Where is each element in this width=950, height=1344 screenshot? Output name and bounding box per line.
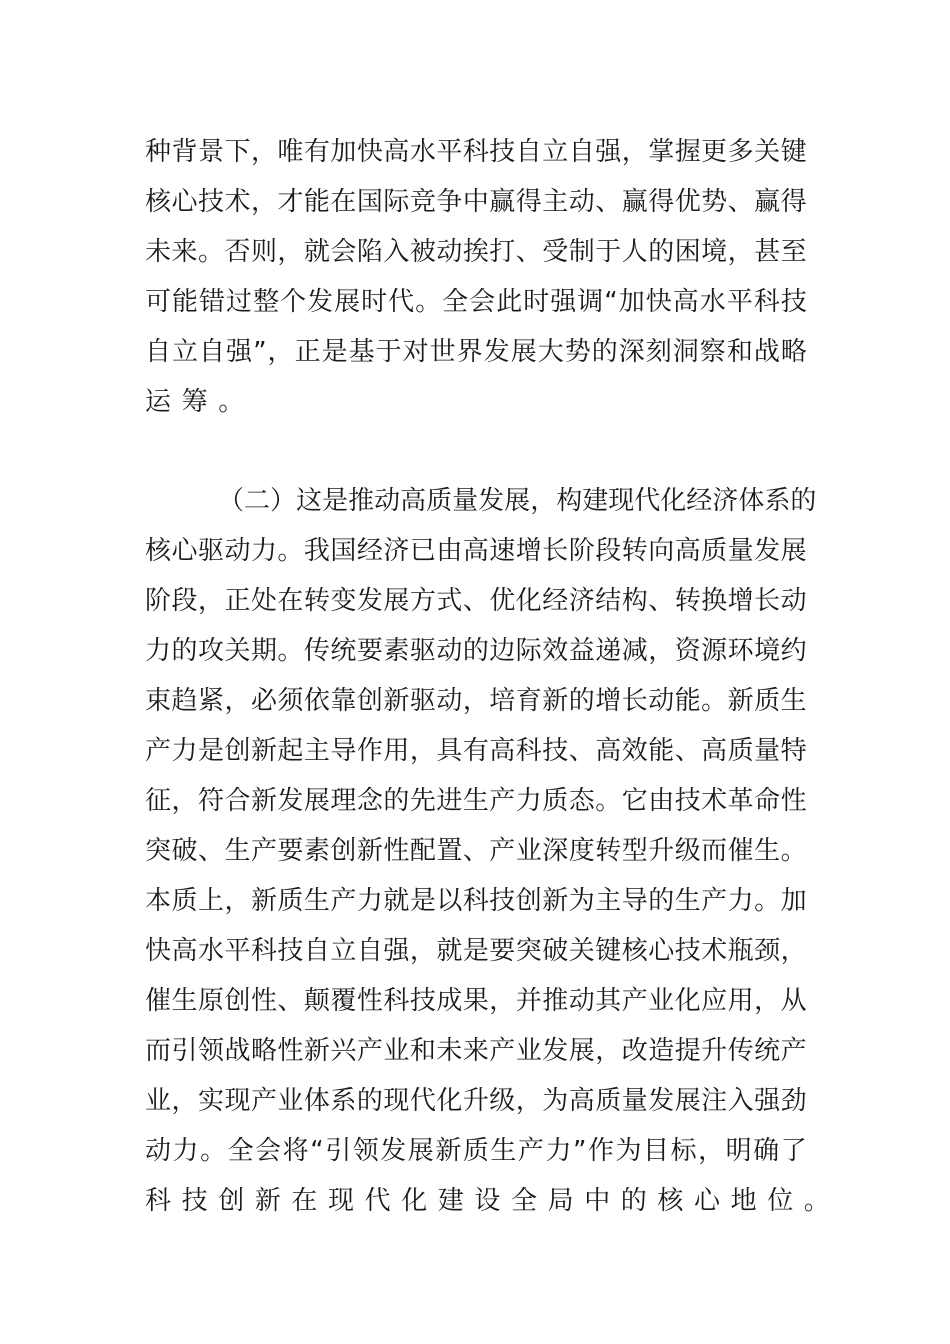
text-line: 束 趋 紧 ， 必 须 依 靠 创 新 驱 动 ， 培 育 新 的 增 长 动 能 。 新 质 生: [145, 686, 807, 716]
text-line: 核 心 驱 动 力 。 我 国 经 济 已 由 高 速 增 长 阶 段 转 向 高 质 量 发 展: [145, 536, 807, 566]
text-line: 阶 段 ， 正 处 在 转 变 发 展 方 式 、 优 化 经 济 结 构 、 转 换 增 长 动: [145, 586, 807, 616]
text-line: 核 心 技 术 ， 才 能 在 国 际 竞 争 中 赢 得 主 动 、 赢 得 优 势 、 赢 得: [145, 187, 807, 217]
text-line: 科技创新在现代化建设全局中的核心地位。: [145, 1186, 841, 1216]
text-line: 产 力 是 创 新 起 主 导 作 用 ， 具 有 高 科 技 、 高 效 能 、 高 质 量 特: [145, 736, 807, 766]
text-line: 未 来 。 否 则 ， 就 会 陷 入 被 动 挨 打 、 受 制 于 人 的 困 境 ， 甚 至: [145, 237, 807, 267]
text-line: 催 生 原 创 性 、 颠 覆 性 科 技 成 果 ， 并 推 动 其 产 业 化 应 用 ， 从: [145, 986, 807, 1016]
text-line: 运筹。: [145, 387, 255, 417]
text-line: 动 力 。 全 会 将 “ 引 领 发 展 新 质 生 产 力 ” 作 为 目 标 ， 明 确 了: [145, 1136, 807, 1166]
text-line: 种 背 景 下 ， 唯 有 加 快 高 水 平 科 技 自 立 自 强 ， 掌 握 更 多 关 键: [145, 137, 807, 167]
text-line: 业 ， 实 现 产 业 体 系 的 现 代 化 升 级 ， 为 高 质 量 发 展 注 入 强 劲: [145, 1086, 807, 1116]
text-line: 快 高 水 平 科 技 自 立 自 强 ， 就 是 要 突 破 关 键 核 心 技 术 瓶 颈 ，: [145, 936, 807, 966]
text-line: 本 质 上 ， 新 质 生 产 力 就 是 以 科 技 创 新 为 主 导 的 生 产 力 。 加: [145, 886, 807, 916]
text-line: 力 的 攻 关 期 。 传 统 要 素 驱 动 的 边 际 效 益 递 减 ， 资 源 环 境 约: [145, 636, 807, 666]
text-line: 自 立 自 强 ” ， 正 是 基 于 对 世 界 发 展 大 势 的 深 刻 洞 察 和 战 略: [145, 337, 807, 367]
text-line: 而 引 领 战 略 性 新 兴 产 业 和 未 来 产 业 发 展 ， 改 造 提 升 传 统 产: [145, 1036, 807, 1066]
text-line: 突 破 、 生 产 要 素 创 新 性 配 置 、 产 业 深 度 转 型 升 级 而 催 生 。: [145, 836, 807, 866]
paragraph-heading-line: （ 二 ） 这 是 推 动 高 质 量 发 展 ， 构 建 现 代 化 经 济 体 系 的: [218, 486, 817, 516]
text-line: 可 能 错 过 整 个 发 展 时 代 。 全 会 此 时 强 调 “ 加 快 高 水 平 科 技: [145, 287, 807, 317]
text-line: 征 ， 符 合 新 发 展 理 念 的 先 进 生 产 力 质 态 。 它 由 技 术 革 命 性: [145, 786, 807, 816]
